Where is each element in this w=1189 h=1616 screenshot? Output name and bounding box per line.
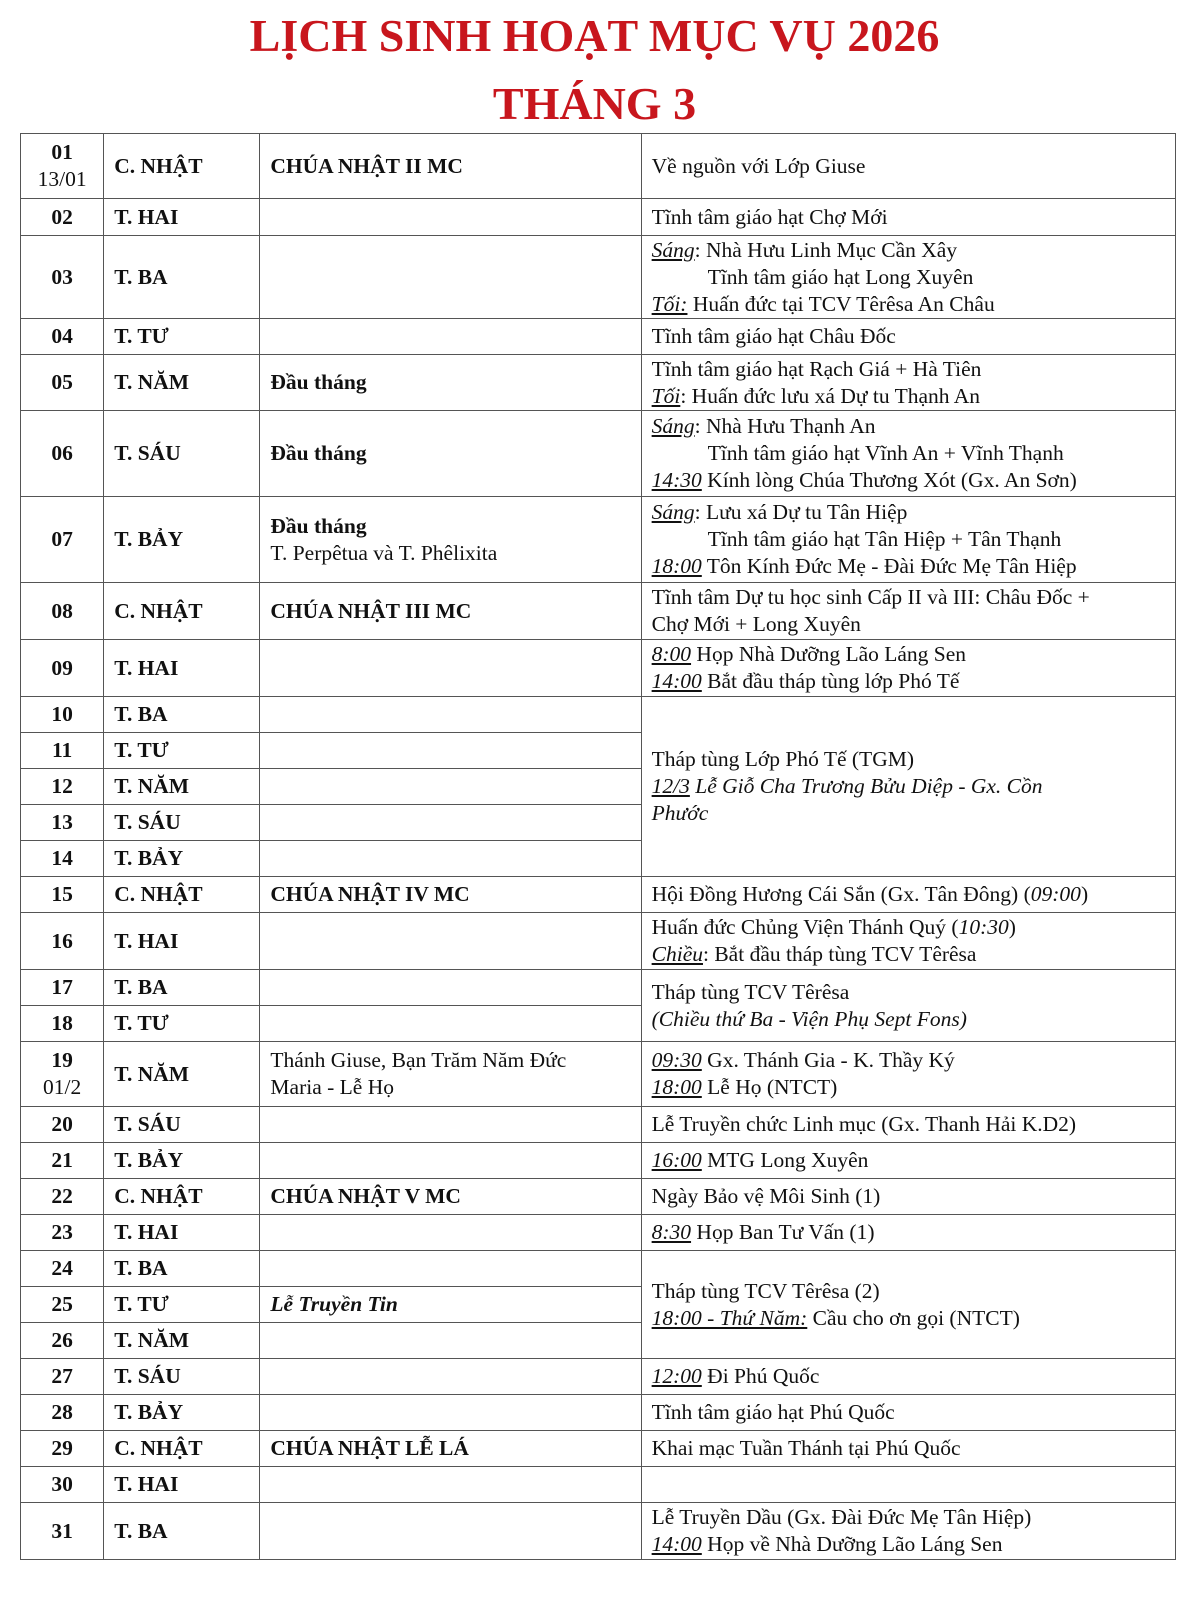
table-row xyxy=(21,1042,1176,1107)
activity-cell: 8:00 Họp Nhà Dưỡng Lão Láng Sen 14:00 Bắt đầu tháp tùng lớp Phó Tế xyxy=(641,640,1175,697)
date-cell: 30 xyxy=(21,1467,104,1503)
date-cell: 08 xyxy=(21,583,104,640)
feast-cell xyxy=(260,1107,641,1143)
table-row xyxy=(21,236,1176,319)
activity-cell: Tĩnh tâm giáo hạt Châu Đốc xyxy=(641,319,1175,355)
weekday-cell: C. NHẬT xyxy=(104,1179,260,1215)
table-row xyxy=(21,1179,1176,1215)
weekday-cell: T. TƯ xyxy=(104,1287,260,1323)
weekday-cell: T. NĂM xyxy=(104,769,260,805)
activity-cell: Tĩnh tâm giáo hạt Chợ Mới xyxy=(641,199,1175,236)
weekday-cell: T. TƯ xyxy=(104,319,260,355)
activity-cell: 8:30 Họp Ban Tư Vấn (1) xyxy=(641,1215,1175,1251)
feast-cell xyxy=(260,236,641,319)
activity-cell: Sáng: Nhà Hưu Thạnh An Tĩnh tâm giáo hạt Vĩnh An + Vĩnh Thạnh 14:30 Kính lòng Chúa Thương Xót (Gx. An Sơn) xyxy=(641,411,1175,497)
feast-cell: CHÚA NHẬT IV MC xyxy=(260,877,641,913)
time-label: 18:00 xyxy=(651,1075,702,1099)
activity-cell: Lễ Truyền chức Linh mục (Gx. Thanh Hải K.D2) xyxy=(641,1107,1175,1143)
table-row xyxy=(21,583,1176,640)
feast-cell xyxy=(260,769,641,805)
table-row xyxy=(21,134,1176,199)
activity-cell: Hội Đồng Hương Cái Sắn (Gx. Tân Đông) (09:00) xyxy=(641,877,1175,913)
table-row xyxy=(21,640,1176,697)
weekday-cell: T. NĂM xyxy=(104,1323,260,1359)
weekday-cell: T. HAI xyxy=(104,1467,260,1503)
time-label: 8:30 xyxy=(651,1220,692,1244)
weekday-cell: T. TƯ xyxy=(104,733,260,769)
feast-cell xyxy=(260,319,641,355)
date-cell: 06 xyxy=(21,411,104,497)
activity-cell: Huấn đức Chủng Viện Thánh Quý (10:30) Chiều: Bắt đầu tháp tùng TCV Têrêsa xyxy=(641,913,1175,970)
table-row xyxy=(21,319,1176,355)
date-cell: 12 xyxy=(21,769,104,805)
page-title: LỊCH SINH HOẠT MỤC VỤ 2026 xyxy=(249,10,940,61)
time-label: Sáng xyxy=(651,414,695,438)
weekday-cell: T. BA xyxy=(104,1251,260,1287)
schedule-table xyxy=(20,133,1176,1560)
weekday-cell: T. BA xyxy=(104,1503,260,1560)
weekday-cell: T. BẢY xyxy=(104,1143,260,1179)
weekday-cell: T. SÁU xyxy=(104,1359,260,1395)
date-cell: 16 xyxy=(21,913,104,970)
date-cell: 05 xyxy=(21,355,104,411)
time-label: 14:00 xyxy=(651,669,702,693)
weekday-cell: T. SÁU xyxy=(104,805,260,841)
date-cell: 27 xyxy=(21,1359,104,1395)
feast-cell xyxy=(260,1467,641,1503)
activity-cell: Khai mạc Tuần Thánh tại Phú Quốc xyxy=(641,1431,1175,1467)
date-cell: 18 xyxy=(21,1006,104,1042)
feast-cell xyxy=(260,1503,641,1560)
feast-cell xyxy=(260,805,641,841)
date-cell: 03 xyxy=(21,236,104,319)
feast-cell xyxy=(260,1251,641,1287)
activity-cell: Tĩnh tâm giáo hạt Rạch Giá + Hà Tiên Tối: Huấn đức lưu xá Dự tu Thạnh An xyxy=(641,355,1175,411)
activity-cell xyxy=(641,1467,1175,1503)
feast-cell xyxy=(260,1359,641,1395)
feast-cell xyxy=(260,697,641,733)
weekday-cell: C. NHẬT xyxy=(104,134,260,199)
date-cell: 02 xyxy=(21,199,104,236)
date-cell: 20 xyxy=(21,1107,104,1143)
time-label: Tối: xyxy=(651,291,688,316)
weekday-cell: T. BẢY xyxy=(104,841,260,877)
lunar-date: 13/01 xyxy=(37,167,87,191)
date-cell: 23 xyxy=(21,1215,104,1251)
feast-cell: CHÚA NHẬT LỄ LÁ xyxy=(260,1431,641,1467)
time-label: 14:30 xyxy=(651,468,702,492)
date-cell: 24 xyxy=(21,1251,104,1287)
date-cell: 26 xyxy=(21,1323,104,1359)
activity-cell: 16:00 MTG Long Xuyên xyxy=(641,1143,1175,1179)
page-subtitle: THÁNG 3 xyxy=(492,78,697,129)
table-row xyxy=(21,877,1176,913)
date-cell: 09 xyxy=(21,640,104,697)
table-row xyxy=(21,1251,1176,1287)
table-row xyxy=(21,1359,1176,1395)
date-cell: 17 xyxy=(21,970,104,1006)
table-row xyxy=(21,497,1176,583)
activity-cell: Tĩnh tâm giáo hạt Phú Quốc xyxy=(641,1395,1175,1431)
feast-cell: CHÚA NHẬT II MC xyxy=(260,134,641,199)
table-row xyxy=(21,355,1176,411)
date-cell: 21 xyxy=(21,1143,104,1179)
time-label: Chiều xyxy=(651,942,703,966)
weekday-cell: T. NĂM xyxy=(104,1042,260,1107)
date-cell: 14 xyxy=(21,841,104,877)
feast-cell: Đầu tháng T. Perpêtua và T. Phêlixita xyxy=(260,497,641,583)
time-label: 12:00 xyxy=(651,1364,702,1388)
table-row xyxy=(21,1431,1176,1467)
date-cell: 15 xyxy=(21,877,104,913)
feast-cell xyxy=(260,970,641,1006)
table-row xyxy=(21,1215,1176,1251)
weekday-cell: T. BA xyxy=(104,236,260,319)
date-cell: 10 xyxy=(21,697,104,733)
feast-cell xyxy=(260,199,641,236)
time-label: Sáng xyxy=(651,500,695,524)
date-cell: 31 xyxy=(21,1503,104,1560)
time-label: 09:30 xyxy=(651,1048,702,1072)
weekday-cell: T. TƯ xyxy=(104,1006,260,1042)
activity-cell: Tháp tùng TCV Têrêsa (2) 18:00 - Thứ Năm: Cầu cho ơn gọi (NTCT) xyxy=(641,1251,1175,1359)
weekday-cell: T. HAI xyxy=(104,1215,260,1251)
table-row xyxy=(21,199,1176,236)
weekday-cell: T. BẢY xyxy=(104,1395,260,1431)
activity-cell: 12:00 Đi Phú Quốc xyxy=(641,1359,1175,1395)
date-cell: 22 xyxy=(21,1179,104,1215)
activity-cell: Tháp tùng TCV Têrêsa (Chiều thứ Ba - Viện Phụ Sept Fons) xyxy=(641,970,1175,1042)
weekday-cell: T. HAI xyxy=(104,640,260,697)
weekday-cell: T. BẢY xyxy=(104,497,260,583)
date-cell: 01 13/01 xyxy=(21,134,104,199)
activity-cell: Sáng: Nhà Hưu Linh Mục Cần Xây Tĩnh tâm giáo hạt Long Xuyên Tối: Huấn đức tại TCV Têrêsa An Châu xyxy=(641,236,1175,319)
date-label: 12/3 xyxy=(651,774,690,798)
date-cell: 29 xyxy=(21,1431,104,1467)
activity-cell: Sáng: Lưu xá Dự tu Tân Hiệp Tĩnh tâm giáo hạt Tân Hiệp + Tân Thạnh 18:00 Tôn Kính Đức Mẹ - Đài Đức Mẹ Tân Hiệp xyxy=(641,497,1175,583)
feast-cell: Lễ Truyền Tin xyxy=(260,1287,641,1323)
feast-cell xyxy=(260,1395,641,1431)
lunar-date: 01/2 xyxy=(42,1075,82,1099)
feast-cell xyxy=(260,640,641,697)
table-row xyxy=(21,1395,1176,1431)
date-cell: 04 xyxy=(21,319,104,355)
feast-cell xyxy=(260,1006,641,1042)
time-label: 14:00 xyxy=(651,1532,702,1556)
weekday-cell: C. NHẬT xyxy=(104,877,260,913)
activity-cell: Lễ Truyền Dầu (Gx. Đài Đức Mẹ Tân Hiệp) 14:00 Họp về Nhà Dưỡng Lão Láng Sen xyxy=(641,1503,1175,1560)
time-label: 16:00 xyxy=(651,1148,702,1172)
weekday-cell: T. HAI xyxy=(104,913,260,970)
table-row xyxy=(21,913,1176,970)
table-row xyxy=(21,1143,1176,1179)
activity-cell: Tĩnh tâm Dự tu học sinh Cấp II và III: Châu Đốc + Chợ Mới + Long Xuyên xyxy=(641,583,1175,640)
activity-cell: Tháp tùng Lớp Phó Tế (TGM) 12/3 Lễ Giỗ Cha Trương Bửu Diệp - Gx. Cồn Phước xyxy=(641,697,1175,877)
activity-cell: Về nguồn với Lớp Giuse xyxy=(641,134,1175,199)
time-label: 18:00 - Thứ Năm: xyxy=(651,1305,808,1330)
time-label: Sáng xyxy=(651,237,695,262)
time-label: 18:00 xyxy=(651,554,702,578)
feast-cell xyxy=(260,913,641,970)
weekday-cell: T. BA xyxy=(104,970,260,1006)
feast-cell: CHÚA NHẬT III MC xyxy=(260,583,641,640)
weekday-cell: C. NHẬT xyxy=(104,1431,260,1467)
table-row xyxy=(21,411,1176,497)
table-row xyxy=(21,970,1176,1006)
feast-cell xyxy=(260,1215,641,1251)
feast-cell: Thánh Giuse, Bạn Trăm Năm Đức Maria - Lễ Họ xyxy=(260,1042,641,1107)
activity-cell: Ngày Bảo vệ Môi Sinh (1) xyxy=(641,1179,1175,1215)
feast-cell xyxy=(260,733,641,769)
weekday-cell: T. NĂM xyxy=(104,355,260,411)
table-row xyxy=(21,697,1176,733)
date-cell: 11 xyxy=(21,733,104,769)
table-row xyxy=(21,1503,1176,1560)
feast-cell: CHÚA NHẬT V MC xyxy=(260,1179,641,1215)
date-cell: 13 xyxy=(21,805,104,841)
feast-cell xyxy=(260,1323,641,1359)
table-row xyxy=(21,1467,1176,1503)
date-cell: 28 xyxy=(21,1395,104,1431)
weekday-cell: C. NHẬT xyxy=(104,583,260,640)
feast-cell xyxy=(260,841,641,877)
time-label: 8:00 xyxy=(651,642,692,666)
feast-cell xyxy=(260,1143,641,1179)
feast-cell: Đầu tháng xyxy=(260,411,641,497)
weekday-cell: T. BA xyxy=(104,697,260,733)
date-cell: 19 01/2 xyxy=(21,1042,104,1107)
date-cell: 07 xyxy=(21,497,104,583)
time-label: Tối xyxy=(651,383,681,408)
feast-cell: Đầu tháng xyxy=(260,355,641,411)
table-row xyxy=(21,1107,1176,1143)
date-cell: 25 xyxy=(21,1287,104,1323)
weekday-cell: T. SÁU xyxy=(104,411,260,497)
weekday-cell: T. SÁU xyxy=(104,1107,260,1143)
weekday-cell: T. HAI xyxy=(104,199,260,236)
activity-cell: 09:30 Gx. Thánh Gia - K. Thầy Ký 18:00 Lễ Họ (NTCT) xyxy=(641,1042,1175,1107)
